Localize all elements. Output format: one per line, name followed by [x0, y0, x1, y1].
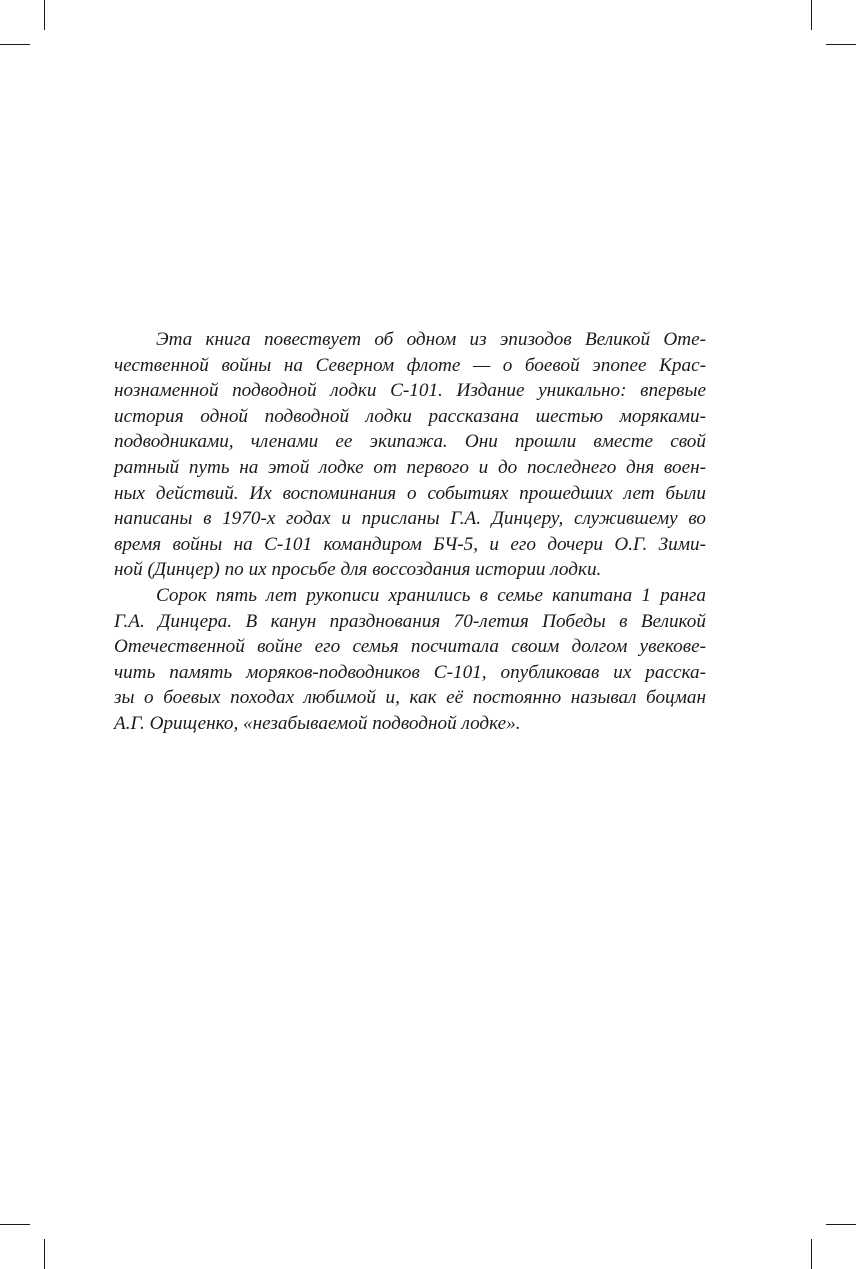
crop-mark-top-left-horizontal [0, 44, 30, 45]
text-line: ных действий. Их воспоминания о событиях прошедших лет были [114, 482, 706, 504]
text-line: ной (Динцер) по их просьбе для воссоздания истории лодки. [114, 559, 602, 581]
text-line: нознаменной подводной лодки С-101. Издание уникально: впервые [114, 380, 706, 402]
paragraph-2 [114, 583, 706, 737]
text-line: Г.А. Динцера. В канун празднования 70-летия Победы в Великой [114, 610, 706, 632]
text-line: чить память моряков-подводников С-101, опубликовав их расска- [114, 661, 706, 683]
paragraph-1 [114, 327, 706, 583]
text-line: время войны на С-101 командиром БЧ-5, и его дочери О.Г. Зими- [114, 533, 706, 555]
text-line: зы о боевых походах любимой и, как её постоянно называл боцман [114, 687, 706, 709]
crop-mark-bottom-right-vertical [811, 1239, 812, 1269]
crop-mark-bottom-left-horizontal [0, 1224, 30, 1225]
crop-mark-top-right-vertical [811, 0, 812, 30]
text-line: написаны в 1970-х годах и присланы Г.А. Динцеру, служившему во [114, 508, 706, 530]
text-line: подводниками, членами ее экипажа. Они прошли вместе свой [114, 431, 706, 453]
annotation-text [114, 327, 706, 737]
crop-mark-top-left-vertical [44, 0, 45, 30]
crop-mark-top-right-horizontal [826, 44, 856, 45]
text-line: Эта книга повествует об одном из эпизодов Великой Оте- [156, 329, 706, 350]
text-line: Отечественной войне его семья посчитала своим долгом увекове- [114, 636, 706, 658]
text-line: чественной войны на Северном флоте — о боевой эпопее Крас- [114, 354, 706, 376]
text-line: история одной подводной лодки рассказана шестью моряками- [114, 405, 706, 427]
crop-mark-bottom-left-vertical [44, 1239, 45, 1269]
crop-mark-bottom-right-horizontal [826, 1224, 856, 1225]
text-line: Сорок пять лет рукописи хранились в семье капитана 1 ранга [156, 584, 706, 606]
text-line: А.Г. Орищенко, «незабываемой подводной лодке». [114, 712, 521, 734]
text-line: ратный путь на этой лодке от первого и до последнего дня воен- [114, 456, 706, 478]
